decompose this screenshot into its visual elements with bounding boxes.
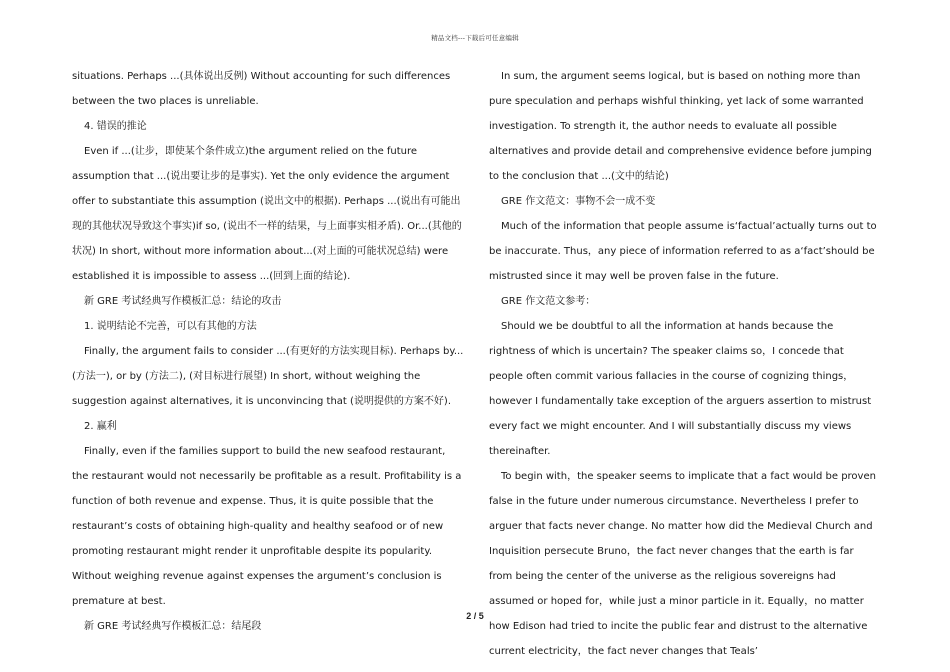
page-header: 精品文档---下载后可任意编辑 (431, 34, 519, 42)
section-heading: GRE 作文范文：事物不会一成不变 (501, 196, 656, 207)
paragraph: To begin with，the speaker seems to implicate that a fact would be proven false in the future under numerous circumstance. Nevertheless I prefer to arguer that facts never change. No matter how did the Medieval Church and Inquisition persecute Bruno，the fact never changes that the earth is far from being the center of the universe as the religious sovereigns had assumed or hoped for，while just a minor particle in it. Equally，no matter how Edison had tried to incite the public fear and distrust to the alternative current electricity，the fact never changes that Teals’ (489, 471, 876, 657)
section-heading: 新 GRE 考试经典写作模板汇总：结论的攻击 (84, 296, 282, 307)
paragraph: Much of the information that people assume is‘factual’actually turns out to be inaccurate. Thus，any piece of information referred to as a‘fact’should be mistrusted since it may well be proven false in the future. (489, 221, 877, 282)
paragraph: Finally, the argument fails to consider ...(有更好的方法实现目标). Perhaps by...(方法一), or by (方法二), (对目标进行展望) In short, without weighing the suggestion against alternatives, it is unconvincing that (说明提供的方案不好). (72, 346, 464, 407)
section-heading: 2. 赢利 (84, 421, 117, 432)
page-number: 2 / 5 (466, 611, 484, 621)
paragraph: Even if ...(让步，即使某个条件成立)the argument relied on the future assumption that ...(说出要让步的是事实). Yet the only evidence the argument offer to substantiate this assumption (说出文中的根据). Perhaps ...(说出有可能出现的其他状况导致这个事实)if so, (说出不一样的结果，与上面事实相矛盾). Or...(其他的状况) In short, without more information about...(对上面的可能状况总结) were established it is impossible to assess ...(回到上面的结论). (72, 146, 462, 282)
section-heading: GRE 作文范文参考： (501, 296, 596, 307)
paragraph: Should we be doubtful to all the information at hands because the rightness of which is uncertain? The speaker claims so，I concede that people often commit various fallacies in the course of cognizing things，however I fundamentally take exception of the arguers assertion to mistrust every fact we might encounter. And I will substantially discuss my views thereinafter. (489, 321, 872, 457)
section-heading: 1. 说明结论不完善，可以有其他的方法 (84, 321, 257, 332)
paragraph: situations. Perhaps ...(具体说出反例) Without accounting for such differences between the two places is unreliable. (72, 71, 451, 107)
right-column (489, 64, 879, 664)
paragraph: Finally, even if the families support to build the new seafood restaurant, the restaurant would not necessarily be profitable as a result. Profitability is a function of both revenue and expense. Thus, it is quite possible that the restaurant’s costs of obtaining high-quality and healthy seafood or of new promoting restaurant might render it unprofitable despite its popularity. Without weighing revenue against expenses the argument’s conclusion is premature at best. (72, 446, 462, 607)
paragraph: In sum, the argument seems logical, but is based on nothing more than pure speculation and perhaps wishful thinking, yet lack of some warranted investigation. To strength it, the author needs to evaluate all possible alternatives and provide detail and comprehensive evidence before jumping to the conclusion that ...(文中的结论) (489, 71, 872, 182)
section-heading: 新 GRE 考试经典写作模板汇总：结尾段 (84, 621, 262, 632)
left-column (72, 64, 464, 639)
section-heading: 4. 错误的推论 (84, 121, 147, 132)
